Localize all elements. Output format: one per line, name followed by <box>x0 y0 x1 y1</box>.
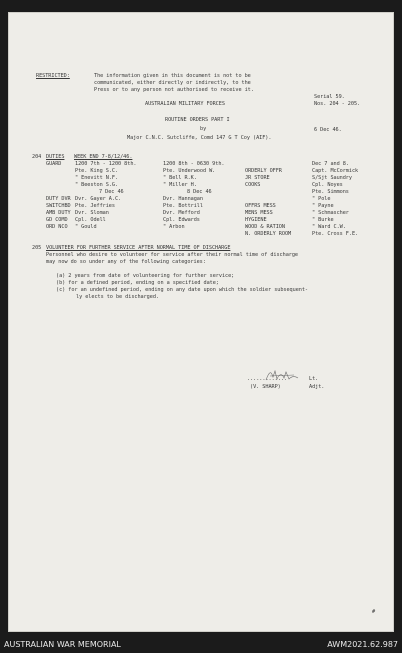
footnote-mark: # <box>372 609 376 615</box>
signature-appointment: Adjt. <box>309 384 325 390</box>
unit-name: AUSTRALIAN MILITARY FORCES <box>145 101 225 107</box>
duties-cell: " Beeston S.G. <box>75 182 119 188</box>
duties-cell: Cpl. Odell <box>75 217 106 223</box>
item-204-number: 204 <box>32 154 42 160</box>
order-date: 6 Dec 46. <box>314 127 342 133</box>
category-c: (c) for an undefined period, ending on any date upon which the soldier subsequent- <box>56 287 308 293</box>
duties-cell: DUTY DVR <box>46 196 71 202</box>
duties-cell: Dvr. Mefford <box>163 210 200 216</box>
signature-dotted-line: ............. <box>247 376 287 382</box>
duties-cell: " Enevitt N.F. <box>75 175 119 181</box>
duties-cell: " Miller H. <box>163 182 197 188</box>
duties-cell: " Ward C.W. <box>312 224 346 230</box>
duties-cell: " Arbon <box>163 224 185 230</box>
category-a: (a) 2 years from date of volunteering for further service; <box>56 273 235 279</box>
duties-cell: " Pole <box>312 196 331 202</box>
duties-cell: Pte. Simmons <box>312 189 349 195</box>
duties-cell: Pte. Cross F.E. <box>312 231 359 237</box>
duties-cell: " Schmascher <box>312 210 349 216</box>
restricted-label: RESTRICTED: <box>36 73 70 79</box>
document-sheet <box>8 12 394 632</box>
duties-cell: WOOD & RATION <box>245 224 285 230</box>
duties-cell: OFFRS MESS <box>245 203 276 209</box>
duties-cell: 7 Dec 46 <box>99 189 124 195</box>
duties-cell: ORD NCO <box>46 224 68 230</box>
duties-cell: Dvr. Sloman <box>75 210 109 216</box>
duties-cell: 8 Dec 46 <box>187 189 212 195</box>
duties-cell: " Gould <box>75 224 97 230</box>
category-c-continued: ly elects to be discharged. <box>76 294 159 300</box>
duties-cell: Dvr. Gayer A.C. <box>75 196 122 202</box>
serial-number: Serial 59. <box>314 94 345 100</box>
signature-name: (V. SHARP) <box>250 384 281 390</box>
order-numbers: Nos. 204 - 205. <box>314 101 361 107</box>
item-205-title: VOLUNTEER FOR FURTHER SERVICE AFTER NORMAL TIME OF DISCHARGE <box>46 245 231 251</box>
restricted-line-1: The information given in this document is not to be <box>94 73 251 79</box>
signatory-line: Major C.N.C. Sutcliffe, Comd 147 G T Coy (AIF). <box>127 135 272 141</box>
item-204-subtitle: WEEK END 7-8/12/46. <box>74 154 133 160</box>
duties-cell: " Payne <box>312 203 334 209</box>
footer-institution: AUSTRALIAN WAR MEMORIAL <box>4 640 121 649</box>
duties-cell: 1200 7th - 1200 8th. <box>75 161 137 167</box>
restricted-line-3: Press or to any person not authorised to receive it. <box>94 87 254 93</box>
duties-cell: " Burke <box>312 217 334 223</box>
duties-cell: MENS MESS <box>245 210 273 216</box>
category-b: (b) for a defined period, ending on a specified date; <box>56 280 219 286</box>
item-205-intro-1: Personnel who desire to volunteer for service after their normal time of discharge <box>46 252 298 258</box>
duties-cell: Pte. Underwood W. <box>163 168 216 174</box>
duties-cell: Cpl. Noyes <box>312 182 343 188</box>
signature-rank: Lt. <box>309 376 319 382</box>
orders-title: ROUTINE ORDERS PART I <box>165 117 230 123</box>
duties-cell: Pte. Bottrill <box>163 203 203 209</box>
duties-cell: JR STORE <box>245 175 270 181</box>
orders-by: by <box>200 126 207 132</box>
duties-cell: AMB DUTY <box>46 210 71 216</box>
item-205-intro-2: may now do so under any of the following categories: <box>46 259 206 265</box>
duties-cell: ORDERLY OFFR <box>245 168 282 174</box>
restricted-line-2: communicated, either directly or indirectly, to the <box>94 80 251 86</box>
duties-cell: Cpl. Edwards <box>163 217 200 223</box>
footer-accession-number: AWM2021.62.987 <box>327 640 398 649</box>
duties-cell: SWITCHBD <box>46 203 71 209</box>
duties-cell: COOKS <box>245 182 261 188</box>
duties-cell: GD COMD <box>46 217 68 223</box>
duties-cell: " Bell R.K. <box>163 175 197 181</box>
duties-cell: S/Sjt Saundry <box>312 175 352 181</box>
duties-cell: N. ORDERLY ROOM <box>245 231 292 237</box>
duties-cell: Dvr. Hannagan <box>163 196 203 202</box>
item-204-title: DUTIES <box>46 154 65 160</box>
duties-cell: Dec 7 and 8. <box>312 161 349 167</box>
duties-cell: Pte. Jeffries <box>75 203 115 209</box>
duties-cell: Capt. McCormick <box>312 168 359 174</box>
duties-cell: 1200 8th - 0630 9th. <box>163 161 225 167</box>
item-205-number: 205 <box>32 245 42 251</box>
duties-cell: Pte. King S.C. <box>75 168 119 174</box>
duties-cell: HYGIENE <box>245 217 267 223</box>
duties-cell: GUARD <box>46 161 62 167</box>
